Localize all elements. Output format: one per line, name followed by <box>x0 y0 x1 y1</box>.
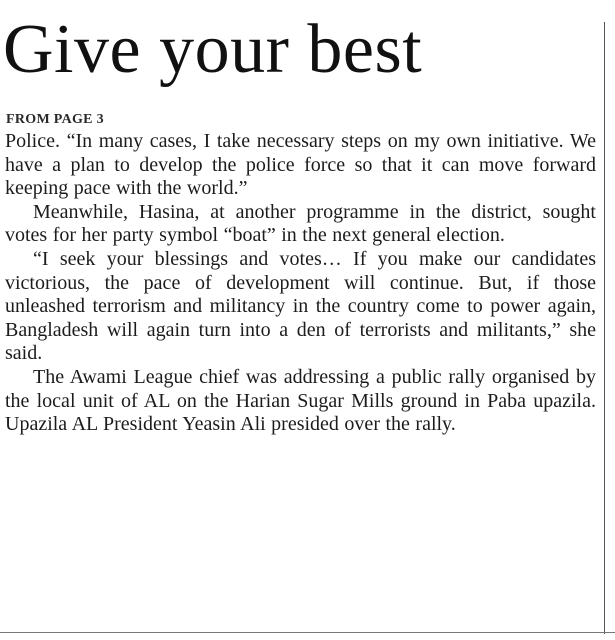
article-body <box>5 130 596 437</box>
column-rule-right <box>604 22 605 634</box>
continuation-line: FROM PAGE 3 <box>6 112 104 127</box>
paragraph-1: Police. “In many cases, I take necessary steps on my own initiative. We have a plan to develop the police force so that it can move forward keeping pace with the world.” <box>5 130 596 200</box>
paragraph-4: The Awami League chief was addressing a public rally organised by the local unit of AL on the Harian Sugar Mills ground in Paba upazila. Upazila AL President Yeasin Ali presided over the rally. <box>5 365 596 436</box>
headline: Give your best <box>3 11 423 88</box>
paragraph-3: “I seek your blessings and votes… If you make our candidates victorious, the pace of development will continue. But, if those unleashed terrorism and militancy in the country come to power again, Bangladesh will again turn into a den of terrorists and militants,” she said. <box>5 247 596 365</box>
column-rule-bottom <box>0 632 615 633</box>
paragraph-2: Meanwhile, Hasina, at another programme in the district, sought votes for her party symbol “boat” in the next general election. <box>5 200 596 247</box>
